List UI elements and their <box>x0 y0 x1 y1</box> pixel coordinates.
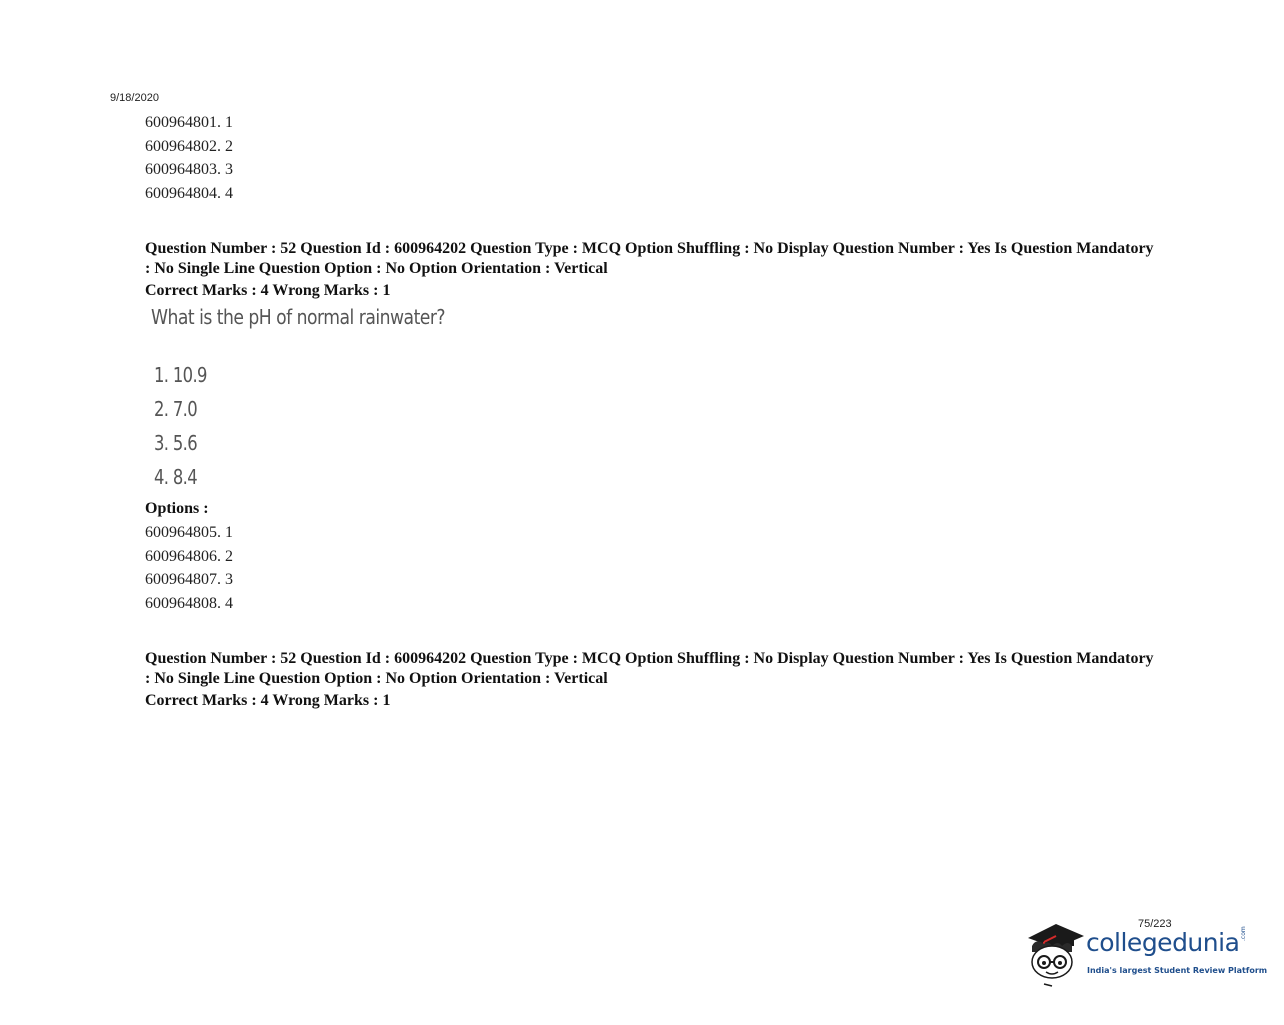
option-id-item: 600964807. 3 <box>145 571 233 589</box>
question-marks: Correct Marks : 4 Wrong Marks : 1 <box>145 282 391 299</box>
page-number: 75/223 <box>1138 918 1172 930</box>
question-metadata: Question Number : 52 Question Id : 600964202 Question Type : MCQ Option Shuffling : No Display Question Number : Yes Is Question Mandatory : No Single Line Question Option : No Option Orientation : Vertical <box>145 240 1154 277</box>
option-id-item: 600964806. 2 <box>145 547 233 565</box>
option-id-item: 600964804. 4 <box>145 185 233 203</box>
option-id-item: 600964805. 1 <box>145 524 233 541</box>
option-id-item: 600964808. 4 <box>145 595 233 613</box>
answer-choice: 4. 8.4 <box>154 465 198 489</box>
option-id-item: 600964801. 1 <box>145 114 233 131</box>
answer-choice: 2. 7.0 <box>154 397 198 421</box>
brand-suffix: .com <box>1240 926 1247 941</box>
next-question-marks: Correct Marks : 4 Wrong Marks : 1 <box>145 692 391 709</box>
brand-name: collegedunia <box>1086 928 1240 957</box>
print-date: 9/18/2020 <box>110 92 159 104</box>
answer-choice: 3. 5.6 <box>154 431 198 455</box>
option-id-list <box>145 521 233 616</box>
next-question-metadata: Question Number : 52 Question Id : 600964202 Question Type : MCQ Option Shuffling : No Display Question Number : Yes Is Question Mandatory : No Single Line Question Option : No Option Orientation : Vertical <box>145 650 1154 687</box>
option-id-item: 600964802. 2 <box>145 137 233 155</box>
answer-choice: 1. 10.9 <box>154 363 207 387</box>
previous-option-list <box>145 111 233 206</box>
question-text: What is the pH of normal rainwater? <box>151 305 446 329</box>
options-label: Options : <box>145 500 209 517</box>
student-mascot-icon <box>1022 918 1092 990</box>
brand-tagline: India's largest Student Review Platform <box>1087 966 1268 975</box>
option-id-item: 600964803. 3 <box>145 161 233 179</box>
